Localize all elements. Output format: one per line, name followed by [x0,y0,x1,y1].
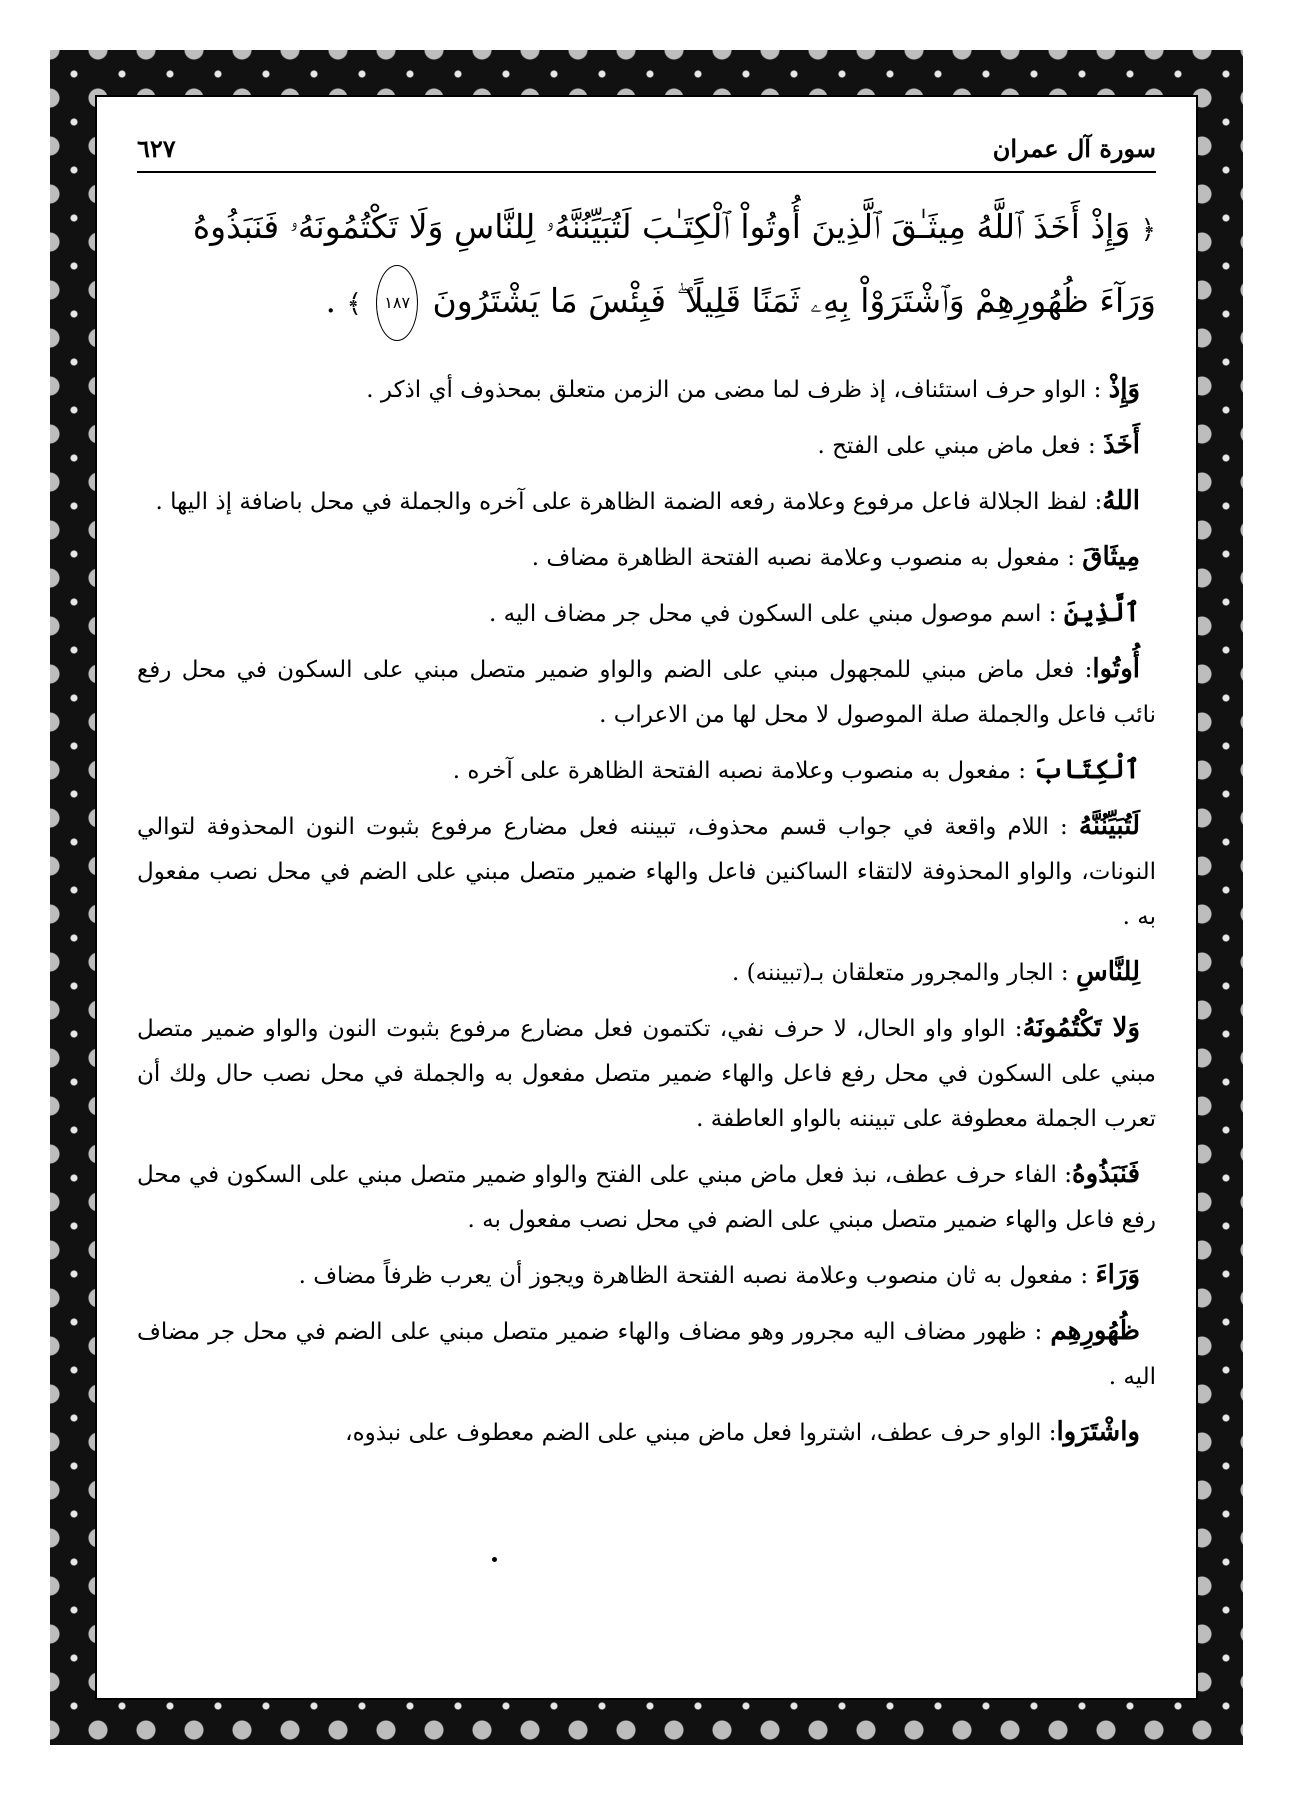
irab-term: ظُهُورِهِم [1050,1316,1140,1346]
quran-verse [137,192,1156,341]
irab-entry [137,479,1156,525]
irab-separator: : [1041,601,1064,627]
page-number: ٦٢٧ [137,134,176,163]
irab-entry [137,804,1156,940]
irab-description: الفاء حرف عطف، نبذ فعل ماض مبني على الفتح والواو ضمير متصل مبني على السكون في محل رفع فاعل والهاء ضمير متصل مبني على الضم في محل نصب مفعول به . [137,1162,1156,1233]
irab-separator: : [1041,1420,1057,1446]
verse-open-ornament: ﴿ [1140,215,1156,245]
irab-term: مِيثَاقَ [1082,542,1140,572]
irab-term: ٱلْكِتَابَ [1033,755,1140,785]
surah-title: سورة آل عمران [992,134,1156,163]
irab-entry [137,950,1156,996]
irab-term: لَتُبَيِّنُنَّهُ [1078,811,1141,841]
irab-term: أَخَذَ [1103,430,1140,460]
verse-number-marker: ١٨٧ [376,265,418,341]
irab-term: ٱلَّذِينَ [1063,598,1140,628]
irab-description: فعل ماض مبني للمجهول مبني على الضم والواو ضمير متصل مبني على السكون في محل رفع نائب فاعل والجملة صلة الموصول لا محل لها من الاعراب . [137,657,1156,728]
irab-separator: : [1074,657,1093,683]
irab-entry [137,535,1156,581]
irab-entry [137,647,1156,738]
irab-separator: : [1056,1162,1073,1188]
irab-description: لفظ الجلالة فاعل مرفوع وعلامة رفعه الضمة الظاهرة على آخره والجملة في محل باضافة إذ اليها . [155,489,1088,515]
page-header [137,123,1156,173]
irab-description: اسم موصول مبني على السكون في محل جر مضاف اليه . [489,601,1042,627]
irab-separator: : [1087,489,1103,515]
irab-term: اللهُ [1102,486,1140,516]
irab-term: وَرَاءَ [1095,1260,1140,1290]
irab-entry [137,423,1156,469]
irab-term: واشْتَرَوا [1056,1417,1140,1447]
irab-entry [137,1309,1156,1400]
irab-description: مفعول به منصوب وعلامة نصبه الفتحة الظاهرة على آخره . [452,758,1011,784]
irab-separator: : [1053,960,1076,986]
irab-entry [137,1253,1156,1299]
irab-term: أُوتُوا [1092,654,1140,684]
irab-separator: : [1010,758,1034,784]
irab-term: وَإِذْ [1108,374,1140,404]
irab-entry [137,1410,1156,1456]
irab-description: فعل ماض مبني على الفتح . [817,433,1081,459]
irab-separator: : [1080,433,1104,459]
verse-text: وَإِذْ أَخَذَ ٱللَّهُ مِيثَـٰقَ ٱلَّذِينَ أُوتُواْ ٱلْكِتَـٰبَ لَتُبَيِّنُنَّهُۥ لِلنَّاسِ وَلَا تَكْتُمُونَهُۥ فَنَبَذُوهُ وَرَآءَ ظُهُورِهِمْ وَٱشْتَرَوْاْ بِهِۦ ثَمَنًا قَلِيلًا ۖ فَبِئْسَ مَا يَشْتَرُونَ [192,207,1156,320]
page-content [137,192,1156,1678]
irab-separator: : [1059,545,1083,571]
irab-description: الواو واو الحال، لا حرف نفي، تكتمون فعل مضارع مرفوع بثبوت النون والواو ضمير متصل مبني على السكون في محل رفع فاعل والهاء ضمير متصل مفعول به والجملة في محل نصب حال ولك أن تعرب الجملة معطوفة على تبيننه بالواو العاطفة . [137,1016,1156,1132]
irab-description: مفعول به ثان منصوب وعلامة نصبه الفتحة الظاهرة ويجوز أن يعرب ظرفاً مضاف . [298,1263,1074,1289]
irab-description: ظهور مضاف اليه مجرور وهو مضاف والهاء ضمير متصل مبني على الضم في محل جر مضاف اليه . [137,1319,1156,1390]
irab-term: لِلنَّاسِ [1075,957,1140,987]
irab-entry [137,1006,1156,1142]
page-body [95,95,1198,1700]
irab-description: الواو حرف عطف، اشتروا فعل ماض مبني على الضم معطوف على نبذوه، [345,1420,1042,1446]
irab-description: الجار والمجرور متعلقان بـ(تبيننه) . [732,960,1054,986]
irab-separator: : [1073,1263,1096,1289]
irab-entry [137,591,1156,637]
irab-separator: : [1005,1016,1023,1042]
irab-entry [137,1152,1156,1243]
irab-description: اللام واقعة في جواب قسم محذوف، تبيننه فعل مضارع مرفوع بثبوت النون المحذوفة لتوالي النونات، والواو المحذوفة لالتقاء الساكنين فاعل والهاء ضمير متصل مبني على الضم في محل نصب مفعول به . [137,814,1156,930]
irab-separator: : [1086,377,1109,403]
irab-description: مفعول به منصوب وعلامة نصبه الفتحة الظاهرة مضاف . [531,545,1060,571]
verse-close-ornament: ﴾ [346,289,362,319]
irab-term: وَلا تَكْتُمُونَهُ [1022,1013,1141,1043]
irab-description: الواو حرف استئناف، إذ ظرف لما مضى من الزمن متعلق بمحذوف أي اذكر . [366,377,1087,403]
irab-entry [137,367,1156,413]
verse-end-mark: . [325,281,337,320]
irab-separator: : [1048,814,1079,840]
irab-separator: : [1026,1319,1051,1345]
stray-dot [492,1557,497,1562]
irab-entry [137,748,1156,794]
irab-term: فَنَبَذُوهُ [1072,1159,1140,1189]
